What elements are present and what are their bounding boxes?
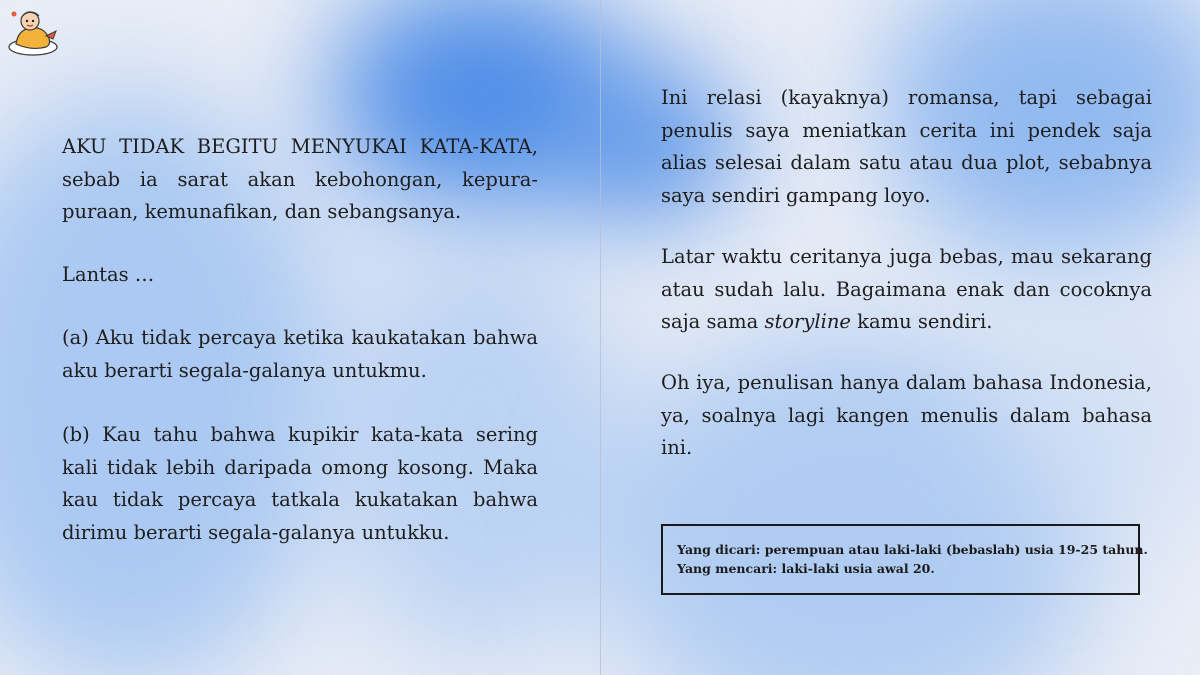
language-paragraph: Oh iya, penulisan hanya dalam bahasa Indonesia, ya, soalnya lagi kangen menulis dalam bahasa ini. bbox=[661, 371, 1152, 459]
point-a-paragraph: (a) Aku tidak percaya ketika kaukatakan bahwa aku berarti segala-galanya untukmu. bbox=[62, 326, 538, 382]
setting-text-after: kamu sendiri. bbox=[850, 310, 993, 333]
seeker-line: Yang mencari: laki-laki usia awal 20. bbox=[677, 561, 935, 576]
setting-text-before: Latar waktu ceritanya juga bebas, mau sekarang atau sudah lalu. Bagaimana enak dan cocoknya saja sama bbox=[661, 245, 1152, 333]
storyline-term: storyline bbox=[764, 310, 851, 333]
intro-text: sebab ia sarat akan kebohongan, kepura-puraan, kemunafikan, dan sebangsanya. bbox=[62, 167, 538, 223]
page-divider bbox=[600, 0, 601, 675]
point-b-paragraph: (b) Kau tahu bahwa kupikir kata-kata sering kali tidak lebih daripada omong kosong. Maka kau tidak percaya tatkala kukatakan bahwa dirimu berarti segala-galanya untukku. bbox=[62, 423, 538, 544]
lantas-line: Lantas … bbox=[62, 263, 155, 286]
requirements-box bbox=[661, 524, 1148, 595]
relation-paragraph: Ini relasi (kayaknya) romansa, tapi sebagai penulis saya meniatkan cerita ini pendek saja alias selesai dalam satu atau dua plot, sebabnya saya sendiri gampang loyo. bbox=[661, 86, 1152, 207]
intro-paragraph bbox=[62, 131, 538, 229]
intro-heading: AKU TIDAK BEGITU MENYUKAI KATA-KATA, bbox=[62, 135, 538, 158]
wanted-line: Yang dicari: perempuan atau laki-laki (bebaslah) usia 19-25 tahun. bbox=[677, 542, 1148, 557]
cartoon-mascot-icon bbox=[6, 6, 66, 58]
setting-paragraph bbox=[661, 241, 1152, 339]
